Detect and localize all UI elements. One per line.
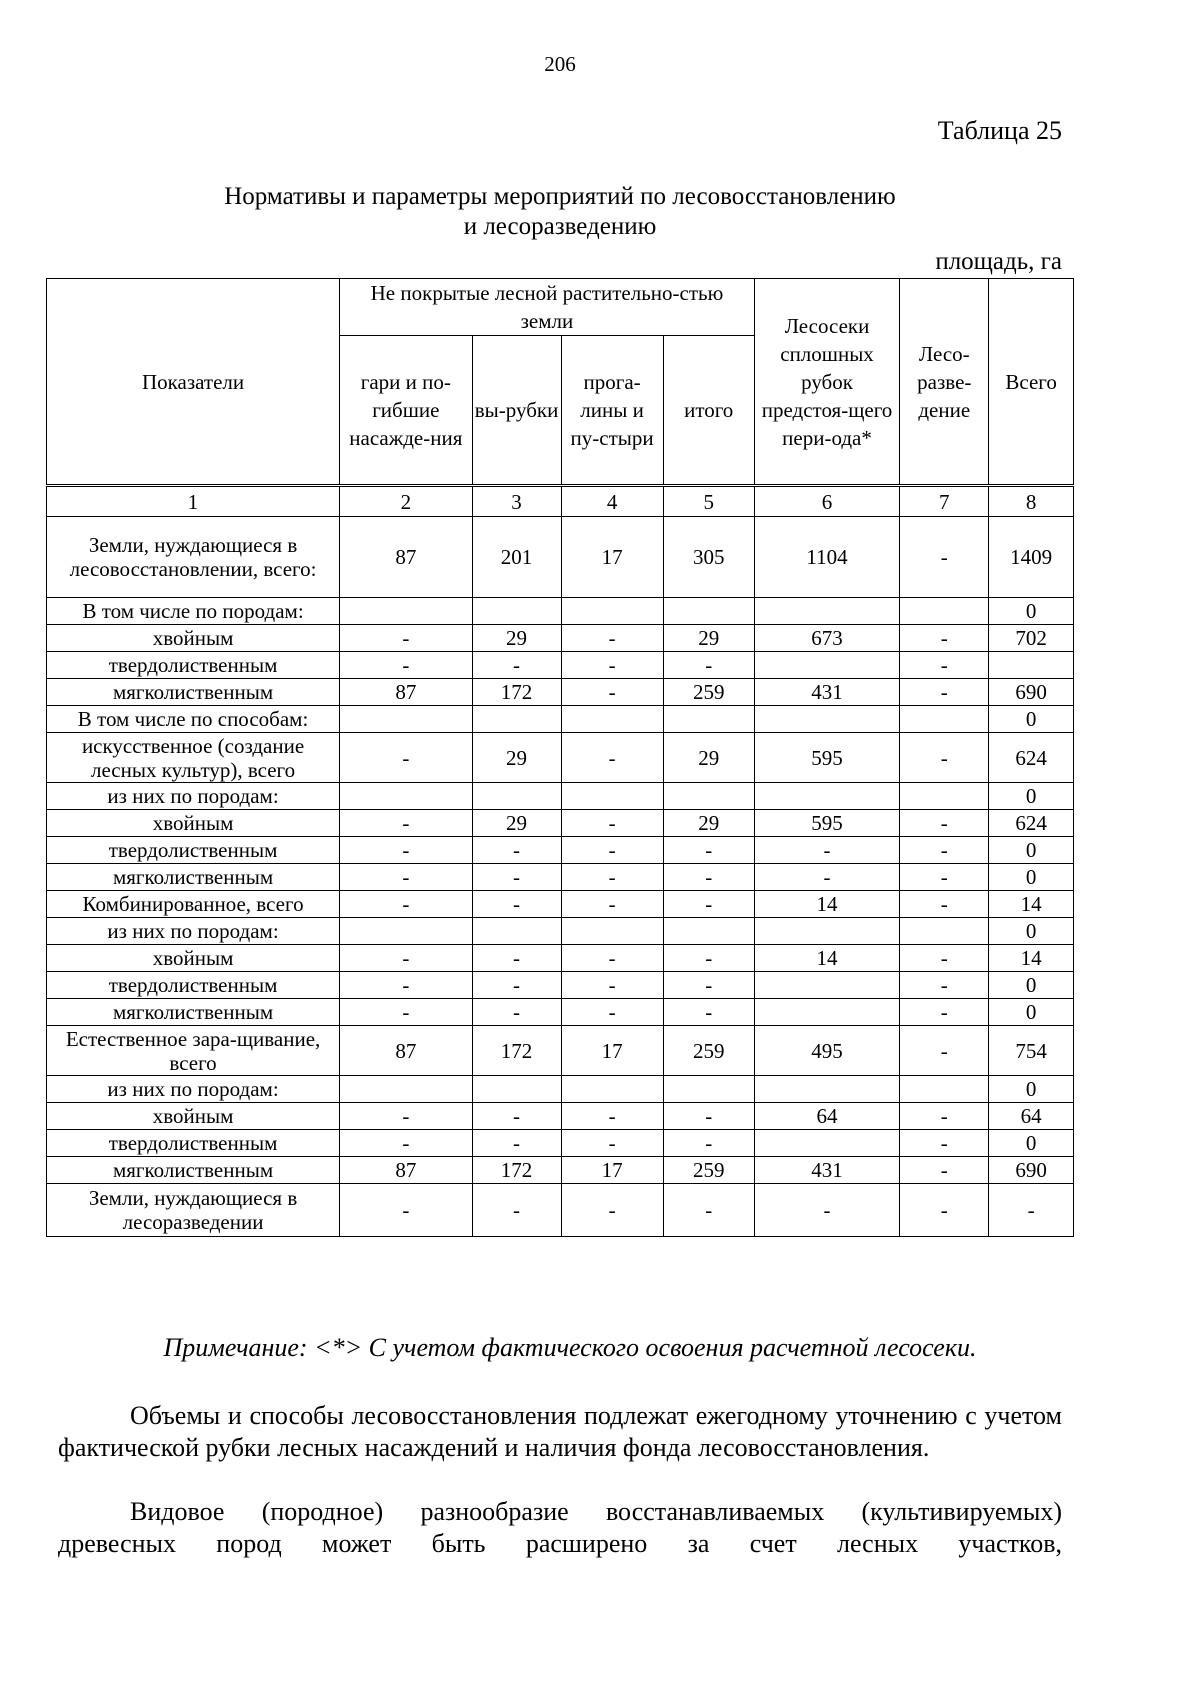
table-cell bbox=[754, 1130, 899, 1157]
table-cell: 259 bbox=[663, 1026, 754, 1076]
table-cell: - bbox=[900, 810, 989, 837]
table-row bbox=[47, 810, 1074, 837]
table-cell: - bbox=[900, 1026, 989, 1076]
table-cell: - bbox=[900, 972, 989, 999]
table-cell: - bbox=[340, 1130, 472, 1157]
row-label: из них по породам: bbox=[47, 783, 340, 810]
row-label: Земли, нуждающиеся в лесоразведении bbox=[47, 1184, 340, 1237]
table-cell: 702 bbox=[989, 625, 1074, 652]
table-cell bbox=[561, 918, 663, 945]
header-afforestation: Лесо-разве-дение bbox=[900, 279, 989, 486]
parameters-table bbox=[46, 278, 1074, 1237]
table-cell: 690 bbox=[989, 1157, 1074, 1184]
table-row bbox=[47, 625, 1074, 652]
table-cell: 0 bbox=[989, 837, 1074, 864]
table-cell: 673 bbox=[754, 625, 899, 652]
table-cell: 29 bbox=[663, 625, 754, 652]
table-row bbox=[47, 706, 1074, 733]
row-label: Естественное зара-щивание, всего bbox=[47, 1026, 340, 1076]
table-cell: 172 bbox=[472, 1026, 561, 1076]
table-cell bbox=[663, 918, 754, 945]
table-cell: - bbox=[340, 864, 472, 891]
table-row bbox=[47, 837, 1074, 864]
row-label: мягколиственным bbox=[47, 999, 340, 1026]
table-cell: - bbox=[340, 733, 472, 783]
table-cell: 29 bbox=[472, 625, 561, 652]
table-cell bbox=[340, 598, 472, 625]
table-cell bbox=[663, 598, 754, 625]
table-cell: 624 bbox=[989, 810, 1074, 837]
page-number: 206 bbox=[544, 52, 576, 76]
row-label: Земли, нуждающиеся в лесовосстановлении, всего: bbox=[47, 517, 340, 598]
table-cell: - bbox=[472, 1130, 561, 1157]
table-cell: - bbox=[900, 625, 989, 652]
column-number: 5 bbox=[663, 486, 754, 517]
row-label: хвойным bbox=[47, 810, 340, 837]
table-row bbox=[47, 1157, 1074, 1184]
table-cell: - bbox=[900, 679, 989, 706]
table-row bbox=[47, 1026, 1074, 1076]
table-row bbox=[47, 864, 1074, 891]
column-number: 8 bbox=[989, 486, 1074, 517]
table-cell: - bbox=[900, 864, 989, 891]
table-cell: - bbox=[561, 810, 663, 837]
table-cell bbox=[754, 1076, 899, 1103]
table-cell bbox=[340, 1076, 472, 1103]
table-cell: 172 bbox=[472, 1157, 561, 1184]
table-cell bbox=[340, 706, 472, 733]
table-cell bbox=[754, 783, 899, 810]
table-cell: 87 bbox=[340, 1157, 472, 1184]
table-cell: - bbox=[561, 1130, 663, 1157]
table-cell bbox=[900, 1076, 989, 1103]
table-cell: - bbox=[900, 1103, 989, 1130]
table-cell: - bbox=[663, 1184, 754, 1237]
table-cell: - bbox=[663, 1130, 754, 1157]
table-row bbox=[47, 1103, 1074, 1130]
table-cell: - bbox=[561, 1184, 663, 1237]
table-cell bbox=[900, 706, 989, 733]
table-cell bbox=[663, 783, 754, 810]
table-label: Таблица 25 bbox=[937, 116, 1062, 145]
table-cell: - bbox=[472, 945, 561, 972]
table-cell: - bbox=[472, 837, 561, 864]
table-cell: - bbox=[561, 972, 663, 999]
table-cell: - bbox=[340, 891, 472, 918]
table-cell: 0 bbox=[989, 706, 1074, 733]
table-cell: 754 bbox=[989, 1026, 1074, 1076]
table-row bbox=[47, 999, 1074, 1026]
table-cell: 0 bbox=[989, 1130, 1074, 1157]
table-cell bbox=[472, 598, 561, 625]
table-cell bbox=[754, 598, 899, 625]
document-title bbox=[0, 182, 1120, 242]
title-line-2: и лесоразведению bbox=[463, 213, 657, 240]
body-paragraph-2: Видовое (породное) разнообразие восстанавливаемых (культивируемых) древесных пород может быть расширено за счет лесных участков, bbox=[58, 1497, 1062, 1558]
table-row bbox=[47, 972, 1074, 999]
table-cell: - bbox=[663, 891, 754, 918]
table-row bbox=[47, 679, 1074, 706]
table-cell: 64 bbox=[989, 1103, 1074, 1130]
header-clearcuts: вы-рубки bbox=[472, 336, 561, 486]
table-cell: - bbox=[900, 652, 989, 679]
table-cell: - bbox=[340, 625, 472, 652]
table-cell: - bbox=[561, 999, 663, 1026]
table-cell: 0 bbox=[989, 783, 1074, 810]
table-cell: 87 bbox=[340, 679, 472, 706]
table-cell: 1104 bbox=[754, 517, 899, 598]
table-cell: 595 bbox=[754, 733, 899, 783]
header-cutting-areas: Лесосеки сплошных рубок предстоя-щего пери-ода* bbox=[754, 279, 899, 486]
table-cell: 431 bbox=[754, 1157, 899, 1184]
table-cell: 172 bbox=[472, 679, 561, 706]
table-cell: - bbox=[340, 652, 472, 679]
table-cell: - bbox=[663, 999, 754, 1026]
table-cell: - bbox=[472, 891, 561, 918]
table-cell: - bbox=[561, 679, 663, 706]
table-cell bbox=[472, 918, 561, 945]
table-cell bbox=[472, 1076, 561, 1103]
row-label: мягколиственным bbox=[47, 1157, 340, 1184]
row-label: В том числе по породам: bbox=[47, 598, 340, 625]
table-cell bbox=[754, 972, 899, 999]
title-line-1: Нормативы и параметры мероприятий по лесовосстановлению bbox=[224, 183, 896, 210]
table-cell: - bbox=[561, 891, 663, 918]
column-number: 1 bbox=[47, 486, 340, 517]
table-cell: - bbox=[340, 972, 472, 999]
row-label: хвойным bbox=[47, 1103, 340, 1130]
table-row bbox=[47, 1184, 1074, 1237]
table-cell: 431 bbox=[754, 679, 899, 706]
table-cell: 305 bbox=[663, 517, 754, 598]
table-cell: - bbox=[663, 1103, 754, 1130]
table-cell: - bbox=[340, 837, 472, 864]
row-label: В том числе по способам: bbox=[47, 706, 340, 733]
row-label: искусственное (создание лесных культур), всего bbox=[47, 733, 340, 783]
header-subtotal: итого bbox=[663, 336, 754, 486]
table-cell: - bbox=[900, 945, 989, 972]
row-label: хвойным bbox=[47, 625, 340, 652]
table-cell: 14 bbox=[989, 891, 1074, 918]
row-label: мягколиственным bbox=[47, 679, 340, 706]
table-cell: 87 bbox=[340, 517, 472, 598]
table-cell: 64 bbox=[754, 1103, 899, 1130]
table-cell: - bbox=[561, 945, 663, 972]
table-cell bbox=[754, 652, 899, 679]
row-label: из них по породам: bbox=[47, 918, 340, 945]
table-cell: 14 bbox=[989, 945, 1074, 972]
table-cell: - bbox=[900, 891, 989, 918]
table-cell: - bbox=[754, 1184, 899, 1237]
table-cell: - bbox=[340, 810, 472, 837]
table-cell: 259 bbox=[663, 1157, 754, 1184]
header-burned: гари и по-гибшие насажде-ния bbox=[340, 336, 472, 486]
unit-label: площадь, га bbox=[935, 248, 1062, 275]
table-cell: - bbox=[472, 999, 561, 1026]
table-row bbox=[47, 598, 1074, 625]
table-cell bbox=[900, 783, 989, 810]
table-cell: - bbox=[754, 837, 899, 864]
table-cell: - bbox=[900, 1157, 989, 1184]
table-row bbox=[47, 945, 1074, 972]
table-cell bbox=[472, 706, 561, 733]
table-cell: 29 bbox=[663, 810, 754, 837]
table-cell: - bbox=[472, 1103, 561, 1130]
table-row bbox=[47, 1076, 1074, 1103]
table-cell: - bbox=[472, 652, 561, 679]
table-cell: - bbox=[472, 864, 561, 891]
table-cell bbox=[340, 918, 472, 945]
table-cell: - bbox=[561, 837, 663, 864]
column-number: 4 bbox=[561, 486, 663, 517]
table-cell: 259 bbox=[663, 679, 754, 706]
row-label: твердолиственным bbox=[47, 652, 340, 679]
table-row bbox=[47, 891, 1074, 918]
row-label: из них по породам: bbox=[47, 1076, 340, 1103]
row-label: твердолиственным bbox=[47, 1130, 340, 1157]
table-cell: - bbox=[561, 864, 663, 891]
table-cell: - bbox=[754, 864, 899, 891]
table-cell: 0 bbox=[989, 999, 1074, 1026]
table-cell bbox=[900, 598, 989, 625]
table-row bbox=[47, 733, 1074, 783]
table-cell: 17 bbox=[561, 1157, 663, 1184]
table-cell bbox=[663, 706, 754, 733]
table-cell: 29 bbox=[663, 733, 754, 783]
table-cell bbox=[472, 783, 561, 810]
row-label: Комбинированное, всего bbox=[47, 891, 340, 918]
table-cell: 0 bbox=[989, 918, 1074, 945]
table-cell bbox=[561, 598, 663, 625]
row-label: твердолиственным bbox=[47, 972, 340, 999]
table-cell: 0 bbox=[989, 972, 1074, 999]
table-row bbox=[47, 783, 1074, 810]
table-cell bbox=[340, 783, 472, 810]
table-cell: 201 bbox=[472, 517, 561, 598]
column-number-row bbox=[47, 486, 1074, 517]
table-cell: - bbox=[561, 1103, 663, 1130]
table-cell: - bbox=[900, 837, 989, 864]
table-cell bbox=[561, 1076, 663, 1103]
table-cell: - bbox=[340, 1184, 472, 1237]
table-cell: - bbox=[340, 1103, 472, 1130]
table-cell: 595 bbox=[754, 810, 899, 837]
table-cell: - bbox=[900, 999, 989, 1026]
table-cell: 690 bbox=[989, 679, 1074, 706]
table-cell: - bbox=[900, 1184, 989, 1237]
table-cell: - bbox=[561, 733, 663, 783]
table-cell: 1409 bbox=[989, 517, 1074, 598]
table-cell: 17 bbox=[561, 517, 663, 598]
table-cell bbox=[900, 918, 989, 945]
table-cell: - bbox=[900, 517, 989, 598]
header-glades: прога-лины и пу-стыри bbox=[561, 336, 663, 486]
table-cell: - bbox=[663, 864, 754, 891]
table-cell bbox=[754, 999, 899, 1026]
table-cell: 29 bbox=[472, 810, 561, 837]
table-cell: 14 bbox=[754, 891, 899, 918]
table-cell: 17 bbox=[561, 1026, 663, 1076]
header-not-covered: Не покрытые лесной растительно-стью земли bbox=[340, 279, 755, 336]
header-indicators: Показатели bbox=[47, 279, 340, 486]
table-cell: - bbox=[663, 837, 754, 864]
table-cell bbox=[561, 706, 663, 733]
table-cell: 624 bbox=[989, 733, 1074, 783]
table-row bbox=[47, 517, 1074, 598]
table-cell: - bbox=[900, 733, 989, 783]
table-cell: 14 bbox=[754, 945, 899, 972]
row-label: твердолиственным bbox=[47, 837, 340, 864]
body-paragraph-1: Объемы и способы лесовосстановления подлежат ежегодному уточнению с учетом фактической рубки лесных насаждений и наличия фонда лесовосстановления. bbox=[58, 1401, 1062, 1462]
table-cell: - bbox=[472, 1184, 561, 1237]
table-cell: - bbox=[663, 652, 754, 679]
table-cell bbox=[754, 706, 899, 733]
row-label: мягколиственным bbox=[47, 864, 340, 891]
table-cell: - bbox=[561, 625, 663, 652]
table-cell: - bbox=[340, 999, 472, 1026]
column-number: 2 bbox=[340, 486, 472, 517]
row-label: хвойным bbox=[47, 945, 340, 972]
column-number: 3 bbox=[472, 486, 561, 517]
table-row bbox=[47, 918, 1074, 945]
table-cell bbox=[989, 652, 1074, 679]
table-cell: - bbox=[900, 1130, 989, 1157]
footnote: Примечание: <*> С учетом фактического освоения расчетной лесосеки. bbox=[163, 1333, 977, 1362]
table-row bbox=[47, 652, 1074, 679]
table-cell: - bbox=[663, 972, 754, 999]
table-cell: 495 bbox=[754, 1026, 899, 1076]
table-cell: - bbox=[663, 945, 754, 972]
column-number: 6 bbox=[754, 486, 899, 517]
column-number: 7 bbox=[900, 486, 989, 517]
table-cell bbox=[561, 783, 663, 810]
table-cell: 0 bbox=[989, 864, 1074, 891]
table-cell: - bbox=[561, 652, 663, 679]
header-total: Всего bbox=[989, 279, 1074, 486]
table-cell: 0 bbox=[989, 598, 1074, 625]
table-cell bbox=[663, 1076, 754, 1103]
table-cell bbox=[754, 918, 899, 945]
table-cell: 0 bbox=[989, 1076, 1074, 1103]
table-cell: - bbox=[989, 1184, 1074, 1237]
table-row bbox=[47, 1130, 1074, 1157]
table-cell: - bbox=[340, 945, 472, 972]
table-cell: 29 bbox=[472, 733, 561, 783]
table-cell: - bbox=[472, 972, 561, 999]
table-cell: 87 bbox=[340, 1026, 472, 1076]
